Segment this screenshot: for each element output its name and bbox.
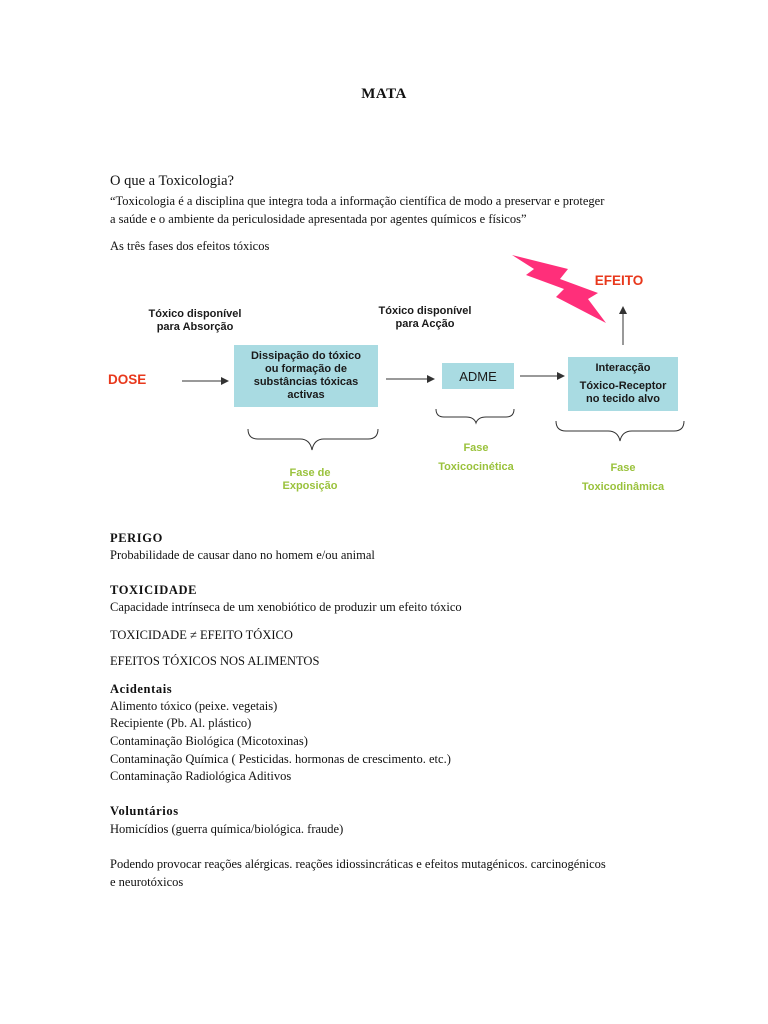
brace-toxicokinetic <box>436 409 514 423</box>
definition-line-1: “Toxicologia é a disciplina que integra toda a informação científica de modo a preservar e proteger <box>110 194 605 208</box>
phase-exposure-line-1: Fase de <box>289 467 331 479</box>
closing-line-2: e neurotóxicos <box>110 875 184 889</box>
acidentais-item: Contaminação Biológica (Micotoxinas) <box>110 734 308 748</box>
brace-toxicodynamic <box>556 421 684 441</box>
box-interaction-line-3: no tecido alvo <box>586 393 660 405</box>
available-absorption-line-1: Tóxico disponível <box>148 308 242 320</box>
page-title: MATA <box>361 86 407 102</box>
available-absorption-line-2: para Absorção <box>156 321 234 333</box>
toxicidade-heading: TOXICIDADE <box>110 583 198 597</box>
acidentais-heading: Acidentais <box>110 682 173 696</box>
acidentais-item: Contaminação Radiológica Aditivos <box>110 769 292 783</box>
toxicidade-text: Capacidade intrínseca de um xenobiótico de produzir um efeito tóxico <box>110 600 462 614</box>
phase-toxicokinetic-label <box>424 442 528 474</box>
definition-line-2: a saúde e o ambiente da periculosidade apresentada por agentes químicos e físicos” <box>110 212 527 226</box>
phase-toxicodynamic-line-2: Toxicodinâmica <box>581 481 665 493</box>
toxic-effects-foods: EFEITOS TÓXICOS NOS ALIMENTOS <box>110 654 320 668</box>
brace-exposure <box>248 429 378 450</box>
toxic-phases-diagram <box>90 255 690 505</box>
phase-toxicodynamic-line-1: Fase <box>610 462 636 474</box>
box-adme: ADME <box>442 363 514 389</box>
efeito-label: EFEITO <box>594 273 644 288</box>
intro-question: O que a Toxicologia? <box>110 173 234 189</box>
acidentais-item: Alimento tóxico (peixe. vegetais) <box>110 699 278 713</box>
dose-label: DOSE <box>108 372 147 387</box>
voluntarios-heading: Voluntários <box>110 804 179 818</box>
box-dissipation-line-1: Dissipação do tóxico <box>250 350 362 362</box>
phase-toxicokinetic-line-1: Fase <box>463 442 489 454</box>
toxicidade-inequality: TOXICIDADE ≠ EFEITO TÓXICO <box>110 628 293 642</box>
available-action-line-1: Tóxico disponível <box>378 305 472 317</box>
box-dissipation <box>234 345 378 407</box>
perigo-heading: PERIGO <box>110 531 163 545</box>
lightning-icon <box>512 255 606 323</box>
phase-toxicodynamic-label <box>568 462 678 494</box>
available-action-label <box>360 305 490 331</box>
phase-exposure-line-2: Exposição <box>282 480 338 492</box>
box-dissipation-line-3: substâncias tóxicas <box>253 376 359 388</box>
perigo-text: Probabilidade de causar dano no homem e/ou animal <box>110 548 375 562</box>
available-absorption-label <box>130 308 260 334</box>
acidentais-item: Recipiente (Pb. Al. plástico) <box>110 716 252 730</box>
acidentais-item: Contaminação Química ( Pesticidas. hormonas de crescimento. etc.) <box>110 752 451 766</box>
box-interaction-line-1: Interacção <box>595 362 651 374</box>
box-dissipation-line-4: activas <box>287 389 325 401</box>
box-interaction-line-2: Tóxico-Receptor <box>579 380 667 392</box>
closing-line-1: Podendo provocar reações alérgicas. reações idiossincráticas e efeitos mutagénicos. carcinogénicos <box>110 857 606 871</box>
box-dissipation-line-2: ou formação de <box>265 363 347 375</box>
available-action-line-2: para Acção <box>395 318 455 330</box>
voluntarios-item: Homicídios (guerra química/biológica. fraude) <box>110 822 344 836</box>
phases-heading: As três fases dos efeitos tóxicos <box>110 239 270 253</box>
phase-exposure-label <box>260 467 360 493</box>
phase-toxicokinetic-line-2: Toxicocinética <box>438 461 514 473</box>
box-interaction <box>568 357 678 411</box>
